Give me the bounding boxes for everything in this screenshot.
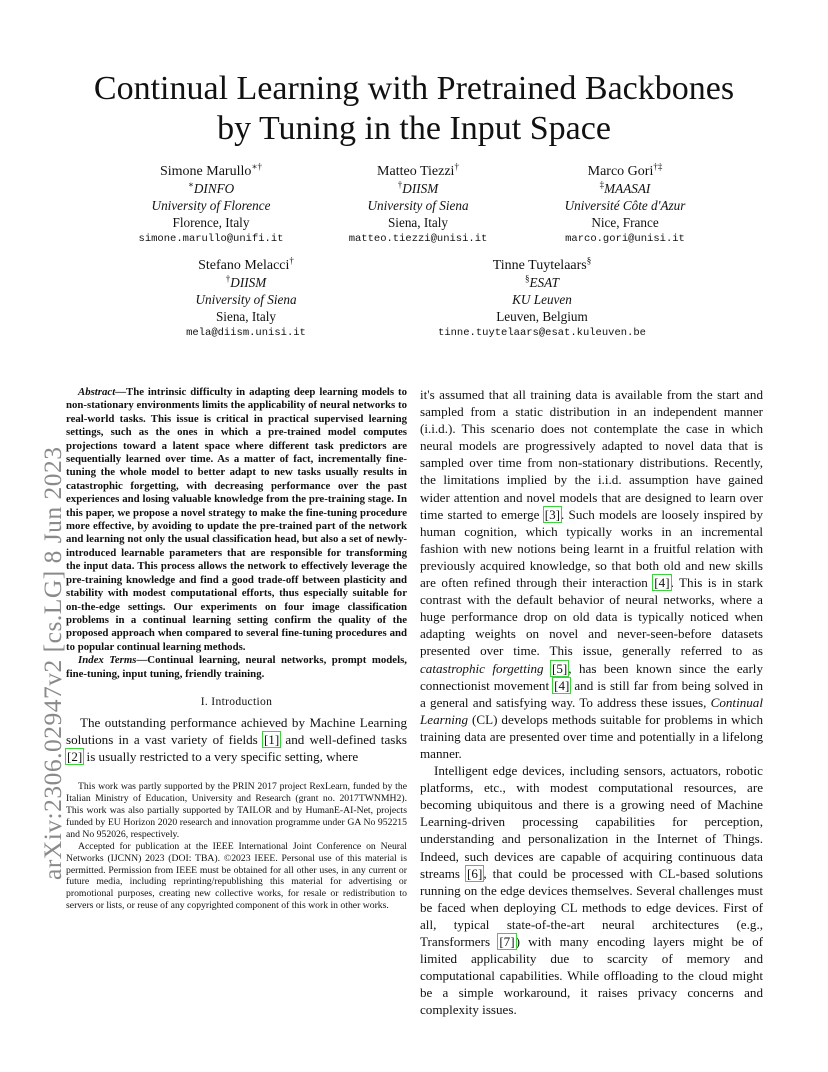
author-email[interactable]: tinne.tuytelaars@esat.kuleuven.be xyxy=(438,327,646,339)
author-email[interactable]: matteo.tiezzi@unisi.it xyxy=(348,233,488,245)
citation-link[interactable]: [3] xyxy=(544,506,561,522)
abstract-text: —The intrinsic difficulty in adapting deep learning models to non-stationary environments limits the applicability of neural networks to real-world tasks. This issue is critical in practical supervised learning settings, such as the ones in which a pre-trained model computes projections toward a latent space where different task predictors are sequentially learned over time. As a matter of fact, incrementally fine-tuning the whole model to better adapt to new tasks usually results in catastrophic forgetting, with decreasing performance over the past experiences and losing valuable knowledge from the pre-training stage. In this paper, we propose a novel strategy to make the fine-tuning procedure more effective, by avoiding to update the pre-trained part of the network and learning not only the usual classification head, but also a set of newly-introduced learnable parameters that are responsible for transforming the input data. This process allows the network to effectively leverage the pre-training knowledge and find a good trade-off between plasticity and stability with modest computational efforts, thus especially suitable for on-the-edge settings. Our experiments on four image classification problems in a continual learning setting confirm the quality of the proposed approach when compared to several fine-tuning procedures and to popular continual learning methods. xyxy=(66,386,407,653)
author-dept: DIISM xyxy=(402,181,439,196)
section-heading: I. Introduction xyxy=(200,694,273,708)
text-run: , has been known since the early connectionist movement xyxy=(420,660,763,693)
text-run: The outstanding performance achieved by Machine Learning solutions in a vast variety of fields xyxy=(66,714,407,748)
author-email[interactable]: marco.gori@unisi.it xyxy=(565,233,685,245)
author-dept: DIISM xyxy=(230,275,267,290)
index-terms-text: —Continual learning, neural networks, prompt models, fine-tuning, input tuning, friendly training. xyxy=(66,654,407,680)
text-run: and is still far from being solved in a general and satisfying way. To address these issues, xyxy=(420,677,764,710)
text-run: and well-defined tasks xyxy=(280,732,407,748)
title-line-1: Continual Learning with Pretrained Backbones xyxy=(93,70,735,107)
author-mark: † xyxy=(289,255,294,266)
index-terms-label: Index Terms xyxy=(78,654,137,667)
text-run: it's assumed that all training data is available from the start and sampled from a static distribution in an independent manner (i.i.d.). This scenario does not contemplate the case in which neural models are progressively adapted to novel data that is sampled over time from non-stationary distributions. Recently, the limitations implied by the i.i.d. assumption have gained wider attention and novel models that are designed to learn over time started to emerge xyxy=(420,387,763,522)
text-run: Intelligent edge devices, including sensors, actuators, robotic platforms, etc., with modest computational resources, are becoming ubiquitous and there is a growing need of Machine Learning-driven processing capabilities for perception, understanding and personalization in the Internet of Things. Indeed, such devices are capable of acquiring continuous data streams xyxy=(420,763,763,881)
citation-link[interactable]: [6] xyxy=(467,865,483,881)
author-block xyxy=(330,163,506,248)
copyright-footnote: Accepted for publication at the IEEE International Joint Conference on Neural Networks (IJCNN) 2023 (DOI: TBA). ©2023 IEEE. Personal use of this material is permitted. Permission from IEEE must be obtained for all other uses, in any current or future media, including reprinting/republishing this material for advertising or promotional purposes, creating new collective works, for resale or redistribution to servers or lists, or reuse of any copyrighted component of this work in other works. xyxy=(66,840,407,912)
footnotes xyxy=(66,781,407,912)
aff-mark: ‡ xyxy=(599,179,605,190)
author-location: Leuven, Belgium xyxy=(496,309,588,324)
author-university: KU Leuven xyxy=(512,292,572,307)
author-mark: ∗† xyxy=(251,161,262,172)
author-name: Marco Gori xyxy=(587,164,654,179)
citation-link[interactable]: [4] xyxy=(654,575,670,591)
emphasis: catastrophic forgetting xyxy=(420,660,544,676)
text-run: , that could be processed with CL-based solutions running on the edge devices themselves. Several challenges must be faced when deploying CL methods to edge devices. First of all, typical state-of-the-art neural architectures (e.g., Transformers xyxy=(420,865,763,949)
author-university: Université Côte d'Azur xyxy=(564,198,686,213)
intro-paragraph xyxy=(66,714,407,765)
author-name: Tinne Tuytelaars xyxy=(492,258,587,273)
abstract xyxy=(66,386,407,654)
author-university: University of Siena xyxy=(367,198,469,213)
text-run xyxy=(544,661,551,676)
citation-link[interactable]: [2] xyxy=(67,749,83,765)
paper-title xyxy=(60,69,768,149)
citation-link[interactable]: [5] xyxy=(552,660,568,676)
left-column xyxy=(66,386,407,912)
author-name: Stefano Melacci xyxy=(198,258,290,273)
author-university: University of Florence xyxy=(151,198,271,213)
author-university: University of Siena xyxy=(195,292,297,307)
author-location: Florence, Italy xyxy=(172,215,250,230)
author-location: Siena, Italy xyxy=(387,215,449,230)
author-mark: †‡ xyxy=(653,161,663,172)
author-email[interactable]: mela@diism.unisi.it xyxy=(186,327,306,339)
aff-mark: ∗ xyxy=(187,179,194,190)
emphasis: Continual Learning xyxy=(420,694,763,727)
arxiv-stamp: arXiv:2306.02947v2 [cs.LG] 8 Jun 2023 xyxy=(38,446,67,880)
author-name: Simone Marullo xyxy=(159,164,252,179)
author-block xyxy=(530,163,720,248)
body-paragraph xyxy=(420,762,763,1018)
author-mark: † xyxy=(454,161,459,172)
author-email[interactable]: simone.marullo@unifi.it xyxy=(138,233,284,245)
author-location: Nice, France xyxy=(591,215,659,230)
citation-link[interactable]: [7] xyxy=(499,934,515,949)
aff-mark: † xyxy=(397,179,403,190)
author-block xyxy=(118,163,304,248)
author-mark: § xyxy=(586,255,592,266)
text-run: (CL) develops methods suitable for problems in which training data are presented over time and potentially in a lifelong manner. xyxy=(420,711,763,761)
citation-link[interactable]: [4] xyxy=(554,677,570,693)
author-dept: MAASAI xyxy=(604,181,651,196)
author-dept: ESAT xyxy=(529,275,560,290)
aff-mark: † xyxy=(225,273,231,284)
funding-footnote: This work was partly supported by the PRIN 2017 project RexLearn, funded by the Italian Ministry of Education, University and Research (grant no. 2017TWNMH2). This work was also partially supported by TAILOR and by HumanE-AI-Net, projects funded by EU Horizon 2020 research and innovation programme under GA No 952215 and No 952026, respectively. xyxy=(66,781,407,840)
text-run: ) with many encoding layers might be of limited applicability due to scarcity of memory and computational capabilities. While offloading to the cloud might be a simple workaround, it raises privacy concerns and complexity issues. xyxy=(420,934,763,1018)
author-dept: DINFO xyxy=(193,181,235,196)
text-run: . This is in stark contrast with the default behavior of neural networks, where a huge performance drop on old data is typically noticed when adapting weights on novel and never-seen-before datasets presented over time. This issue, generally referred to as xyxy=(420,575,764,659)
text-run: . Such models are loosely inspired by human cognition, which typically works in an incremental fashion with new notions being learnt in a fruitful relation with previously acquired knowledge, so that both old and new skills are often refined through their interaction xyxy=(420,506,763,591)
aff-mark: § xyxy=(524,273,530,284)
citation-link[interactable]: [1] xyxy=(263,732,280,748)
author-name: Matteo Tiezzi xyxy=(377,164,455,179)
right-column xyxy=(420,386,763,1018)
abstract-label: Abstract xyxy=(78,386,116,398)
body-paragraph xyxy=(420,386,763,762)
index-terms xyxy=(66,654,407,681)
author-location: Siena, Italy xyxy=(215,309,277,324)
text-run: is usually restricted to a very specific setting, where xyxy=(83,749,359,765)
author-block xyxy=(160,257,332,342)
author-block xyxy=(414,257,670,342)
title-line-2: by Tuning in the Input Space xyxy=(217,110,611,147)
